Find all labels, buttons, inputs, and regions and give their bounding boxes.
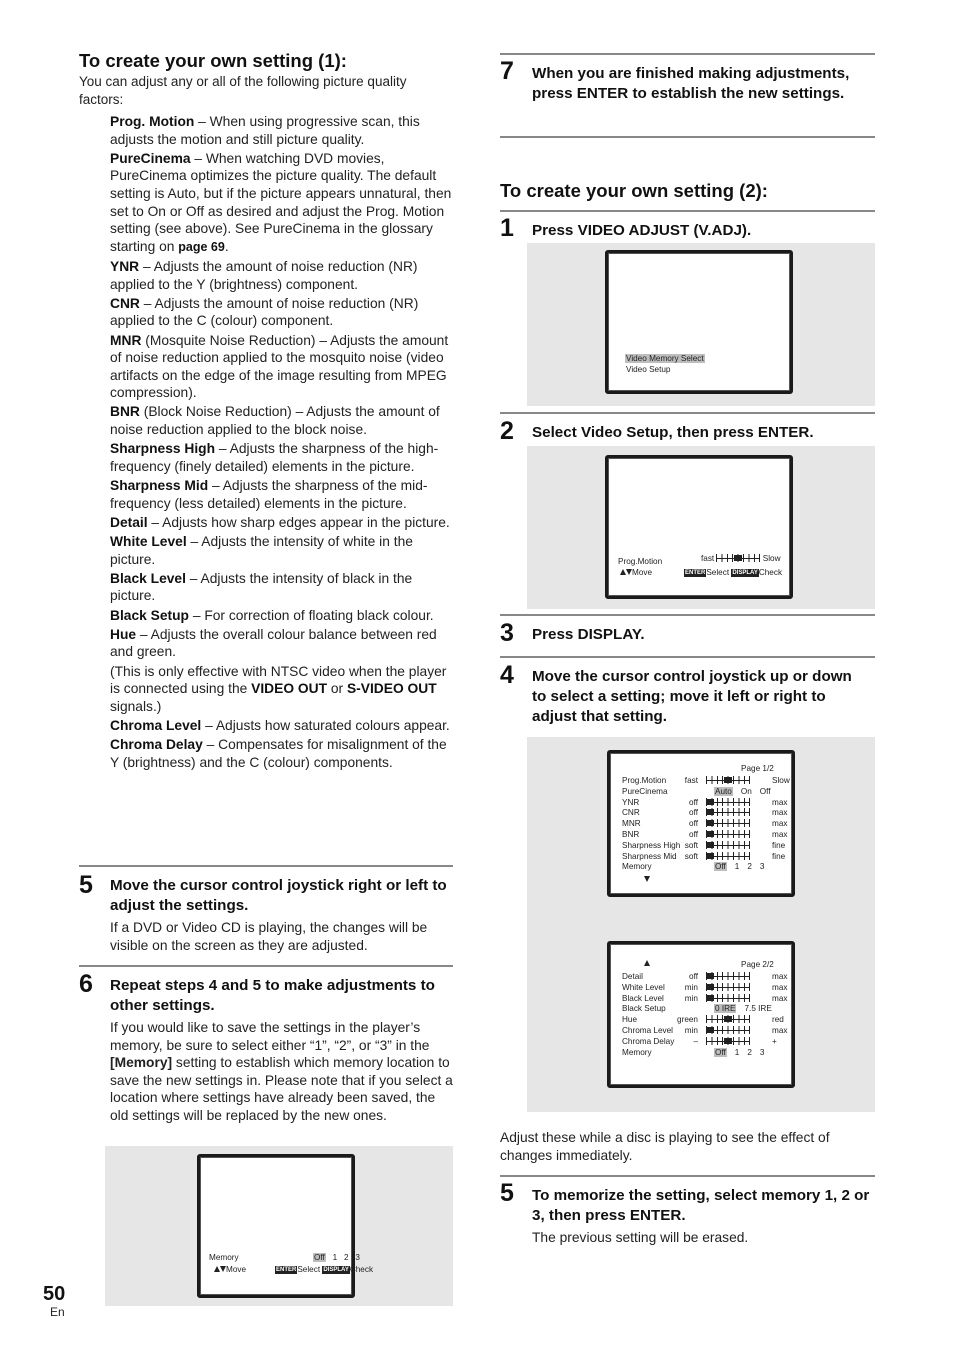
tv-screen-page1 <box>607 750 795 897</box>
osd-scale[interactable] <box>706 852 750 860</box>
divider <box>500 412 875 414</box>
osd-min-label: green <box>677 1015 698 1025</box>
divider <box>500 656 875 658</box>
osd-setting-label: YNR <box>622 797 640 807</box>
osd-setting-label: Chroma Delay <box>622 1036 675 1046</box>
osd-options[interactable] <box>714 861 772 872</box>
osd-help-row <box>214 1264 374 1275</box>
osd-min-label: fast <box>684 776 698 785</box>
osd-options[interactable] <box>714 1003 780 1014</box>
osd-max-label: Slow <box>762 554 781 563</box>
osd-setting-label: Memory <box>622 1047 652 1057</box>
osd-setting-label: MNR <box>622 819 641 829</box>
osd-setting-row[interactable] <box>622 797 788 808</box>
scroll-down-arrow-icon <box>644 874 650 885</box>
display-key-icon: DISPLAY <box>323 1267 349 1273</box>
section-heading-2: To create your own setting (2): <box>500 180 768 201</box>
definition-item <box>110 113 456 148</box>
osd-max-label: max <box>772 982 788 992</box>
tv-screen <box>197 1154 374 1298</box>
enter-key-icon: ENTER <box>276 1267 297 1273</box>
osd-max-label: max <box>772 993 788 1003</box>
osd-setting-row[interactable] <box>622 1003 780 1014</box>
divider <box>79 865 453 867</box>
osd-option-selected: Off <box>314 1253 325 1262</box>
osd-max-label: max <box>772 797 788 807</box>
osd-scale[interactable] <box>706 1037 750 1045</box>
tv-screen <box>605 455 793 599</box>
step-number: 6 <box>79 970 93 998</box>
osd-scale[interactable] <box>706 1015 750 1023</box>
definition-text: – Adjusts the amount of noise reduction (NR) applied to the C (colour) component. <box>110 295 419 329</box>
osd-option[interactable]: 2 <box>747 1047 752 1057</box>
divider <box>79 965 453 967</box>
osd-max-label: max <box>772 972 788 981</box>
osd-min-label: min <box>684 982 698 992</box>
osd-min-label: off <box>689 819 698 829</box>
osd-label: Memory <box>209 1253 239 1262</box>
step-body <box>110 1019 455 1125</box>
osd-setting-label: Sharpness Mid <box>622 851 677 861</box>
divider <box>500 1175 875 1177</box>
osd-page-indicator: Page 2/2 <box>741 960 774 969</box>
osd-setting-label: Sharpness High <box>622 840 681 850</box>
osd-option[interactable]: Off <box>759 786 771 796</box>
definition-term: YNR <box>110 258 140 274</box>
screen-panel <box>527 243 875 406</box>
definition-term: Chroma Level <box>110 717 202 733</box>
step-title: Press VIDEO ADJUST (V.ADJ). <box>532 222 752 239</box>
osd-setting-row[interactable] <box>622 982 788 993</box>
definition-item <box>110 440 456 475</box>
osd-option[interactable]: 1 <box>734 862 740 872</box>
osd-help-label: Select <box>297 1265 321 1274</box>
osd-min-label: off <box>689 797 698 807</box>
step-title: Repeat steps 4 and 5 to make adjustments to other settings. <box>110 977 435 1014</box>
osd-option-selected[interactable]: Off <box>715 862 726 872</box>
osd-scale[interactable] <box>706 994 750 1002</box>
definition-term: Chroma Delay <box>110 737 203 753</box>
definition-text: – When using progressive scan, this adjusts the motion and still picture quality. <box>110 114 420 147</box>
osd-option[interactable]: 3 <box>759 1047 765 1057</box>
osd-setting-row[interactable] <box>622 993 788 1004</box>
definition-text: – Adjusts the intensity of white in the picture. <box>110 534 413 567</box>
step-body-text: If you would like to save the settings in the player’s memory, be sure to select either “1”, “2”, or “3” in the <box>110 1020 430 1053</box>
osd-min-label: soft <box>684 840 698 850</box>
hue-note: (This is only effective with NTSC video when the player is connected using the VIDEO OUT or S-VIDEO OUT signals.) <box>110 663 447 714</box>
step-number: 5 <box>500 1179 514 1207</box>
step-number: 5 <box>79 871 93 899</box>
osd-option[interactable]: 2 <box>747 862 752 872</box>
osd-min-label: off <box>689 808 698 818</box>
step-title: Move the cursor control joystick right or left to adjust the settings. <box>110 877 447 914</box>
tv-screen <box>605 250 793 394</box>
definition-item <box>110 533 456 568</box>
osd-setting-row[interactable] <box>622 1014 784 1025</box>
enter-key-icon: ENTER <box>685 570 706 576</box>
osd-help-label: Check <box>349 1265 374 1274</box>
scroll-up-arrow-icon <box>644 958 650 969</box>
osd-setting-label: Memory <box>622 862 652 872</box>
osd-min-label: off <box>689 972 698 981</box>
definition-term: Sharpness High <box>110 441 216 457</box>
definition-item <box>110 258 456 293</box>
definition-term: CNR <box>110 295 140 311</box>
definition-item <box>110 332 456 402</box>
osd-setting-row[interactable] <box>622 1025 788 1036</box>
osd-scale[interactable] <box>706 798 750 806</box>
step-number: 1 <box>500 214 514 242</box>
definition-item <box>110 514 456 532</box>
definition-text: (Mosquite Noise Reduction) – Adjusts the amount of noise reduction applied to the mosquito noise (video artifacts on the edge of the image resulting from MPEG compression). <box>110 332 449 401</box>
definition-text: – Adjusts how sharp edges appear in the picture. <box>147 514 450 530</box>
definition-text: – Adjusts the sharpness of the mid-frequency (less detailed) elements in the picture. <box>110 478 428 511</box>
display-key-icon: DISPLAY <box>732 570 758 576</box>
osd-setting-label: Hue <box>622 1015 638 1025</box>
osd-memory-row <box>209 1252 360 1263</box>
osd-scale[interactable] <box>706 830 750 838</box>
osd-scale[interactable] <box>706 808 750 816</box>
osd-max-label: max <box>772 1026 788 1035</box>
page-reference-link[interactable]: page 69 <box>178 239 225 254</box>
definition-item: PureCinema – When watching DVD movies, PureCinema optimizes the picture quality. The default setting is Auto, but if the picture appears unnatural, then set to On or Off as desired and adjust the Prog. Motion setting (see above). See PureCinema in the glossary starting on page 69. <box>110 150 452 254</box>
osd-setting-row[interactable] <box>622 851 786 862</box>
osd-setting-label: Prog.Motion <box>622 776 667 785</box>
definition-text: (Block Noise Reduction) – Adjusts the amount of noise reduction applied to the block noise. <box>110 404 440 438</box>
step-number: 3 <box>500 619 514 647</box>
osd-max-label: max <box>772 808 788 818</box>
intro-text: You can adjust any or all of the following picture quality factors: <box>79 74 407 107</box>
screen-panel <box>527 737 875 1112</box>
adjust-note: Adjust these while a disc is playing to see the effect of changes immediately. <box>500 1130 830 1163</box>
step-title: Move the cursor control joystick up or down to select a setting; move it left or right to adjust that setting. <box>532 668 852 725</box>
definition-term: Sharpness Mid <box>110 478 209 494</box>
osd-min-label: fast <box>701 554 715 563</box>
osd-menu-item-selected: Video Memory Select <box>626 354 704 363</box>
osd-help-label: Select <box>706 568 730 577</box>
definition-term: PureCinema <box>110 150 191 166</box>
osd-help-label: Move <box>226 1265 247 1274</box>
definition-text: – Adjusts the overall colour balance between red and green. <box>110 626 437 660</box>
definition-term: BNR <box>110 404 140 420</box>
osd-option: 1 <box>332 1253 338 1262</box>
osd-option[interactable]: 3 <box>759 862 765 872</box>
osd-options[interactable] <box>714 1047 772 1058</box>
definition-text: – Adjusts the intensity of black in the picture. <box>110 570 413 604</box>
screen-panel <box>527 446 875 609</box>
definition-item <box>110 403 456 438</box>
osd-min-label: – <box>693 1036 698 1046</box>
osd-setting-row[interactable] <box>622 971 788 982</box>
osd-options[interactable] <box>714 786 779 797</box>
divider <box>500 136 875 138</box>
osd-max-label: red <box>772 1015 784 1025</box>
step-body: If a DVD or Video CD is playing, the changes will be visible on the screen as they are adjusted. <box>110 920 428 953</box>
language-code: En <box>50 1305 65 1319</box>
osd-option-selected[interactable]: 0 IRE <box>715 1004 736 1014</box>
definition-text: – Compensates for misalignment of the Y (brightness) and the C (colour) components. <box>110 737 447 770</box>
definition-item <box>110 717 456 735</box>
osd-option-selected[interactable]: Auto <box>715 786 732 796</box>
step-title: Select Video Setup, then press ENTER. <box>532 424 814 441</box>
osd-help-row <box>620 567 783 578</box>
step-title: To memorize the setting, select memory 1, 2 or 3, then press ENTER. <box>532 1187 870 1224</box>
step-body-text: setting to establish which memory location to save the new settings in. Please note that if you select a location where settings have already been saved, the old settings will be replaced by the new ones. <box>110 1055 453 1123</box>
divider <box>500 53 875 55</box>
definition-text: – Adjusts how saturated colours appear. <box>201 717 450 733</box>
osd-option: 3 <box>355 1253 360 1262</box>
osd-help-label: Check <box>758 568 783 577</box>
step-number: 7 <box>500 57 514 85</box>
osd-menu-item: Video Setup <box>626 365 671 374</box>
osd-setting-label: Detail <box>622 972 643 981</box>
definition-term: Black Level <box>110 570 186 586</box>
osd-scale[interactable] <box>706 819 750 827</box>
osd-setting-row[interactable] <box>622 775 790 786</box>
osd-scale[interactable] <box>706 1026 750 1034</box>
osd-max-label: max <box>772 830 788 839</box>
definition-term: White Level <box>110 534 187 549</box>
osd-setting-row[interactable] <box>622 829 788 840</box>
definition-term: Black Setup <box>110 607 189 623</box>
osd-max-label: Slow <box>772 776 790 785</box>
osd-setting-label: Black Level <box>622 993 664 1003</box>
osd-setting-label: White Level <box>622 982 665 992</box>
osd-scale[interactable] <box>706 972 750 980</box>
section-heading-1: To create your own setting (1): <box>79 50 347 71</box>
osd-max-label: fine <box>772 851 786 861</box>
osd-setting-row[interactable] <box>622 818 788 829</box>
definition-term: Detail <box>110 514 148 530</box>
step-number: 4 <box>500 661 514 689</box>
osd-min-label: min <box>684 993 698 1003</box>
osd-setting-row[interactable] <box>622 786 780 797</box>
osd-scale[interactable] <box>706 776 750 784</box>
osd-min-label: off <box>689 830 698 839</box>
definition-item <box>110 736 456 771</box>
osd-option: 2 <box>344 1253 349 1262</box>
screen-panel <box>105 1146 453 1306</box>
osd-option[interactable]: 1 <box>734 1047 740 1057</box>
memory-term: [Memory] <box>110 1055 173 1071</box>
osd-help-label: Move <box>632 568 653 577</box>
osd-scale[interactable] <box>706 983 750 991</box>
osd-setting-label: CNR <box>622 808 640 818</box>
osd-max-label: + <box>772 1036 777 1046</box>
osd-setting-label: Chroma Level <box>622 1026 673 1035</box>
osd-option[interactable]: On <box>740 786 752 796</box>
definition-item <box>110 570 456 605</box>
osd-scale <box>716 554 760 562</box>
osd-label: Prog.Motion <box>618 557 663 566</box>
osd-setting-label: Black Setup <box>622 1004 666 1014</box>
osd-min-label: soft <box>684 851 698 861</box>
osd-scale[interactable] <box>706 841 750 849</box>
definition-text: – Adjusts the sharpness of the high-frequency (finely detailed) elements in the picture. <box>110 441 439 474</box>
osd-setting-row[interactable] <box>622 807 788 818</box>
osd-setting-row[interactable] <box>622 840 786 851</box>
page-number: 50 <box>43 1283 66 1305</box>
tv-screen-page2 <box>607 941 795 1088</box>
divider <box>500 210 875 212</box>
definition-item <box>110 295 456 330</box>
definition-text: – When watching DVD movies, PureCinema optimizes the picture quality. The default setting is Auto, but if the picture appears unnatural, then set to On or Off as desired and adjust the Prog. Motion setting (see above). See PureCinema in the glossary starting on <box>110 150 452 254</box>
osd-setting-label: PureCinema <box>622 786 668 796</box>
osd-max-label: fine <box>772 840 786 850</box>
osd-min-label: min <box>684 1026 698 1035</box>
step-title: Press DISPLAY. <box>532 626 645 643</box>
definitions-list <box>110 113 456 773</box>
osd-page-indicator: Page 1/2 <box>741 764 774 773</box>
osd-max-label: max <box>772 819 788 829</box>
divider <box>500 614 875 616</box>
step-number: 2 <box>500 417 514 445</box>
osd-setting-label: BNR <box>622 830 640 839</box>
definition-item <box>110 626 456 661</box>
osd-option[interactable]: 7.5 IRE <box>744 1004 772 1014</box>
definition-text: – For correction of floating black colour. <box>188 607 434 623</box>
osd-setting-row[interactable] <box>622 1047 780 1058</box>
definition-term: Prog. Motion <box>110 114 195 129</box>
osd-setting-row[interactable] <box>622 1036 780 1047</box>
step-title: When you are finished making adjustments, press ENTER to establish the new settings. <box>532 65 850 102</box>
osd-option-selected[interactable]: Off <box>715 1047 726 1057</box>
osd-setting-row[interactable] <box>622 861 780 872</box>
definition-term: MNR <box>110 332 142 348</box>
definition-text: – Adjusts the amount of noise reduction (NR) applied to the Y (brightness) component. <box>110 258 418 292</box>
definition-item <box>110 607 456 625</box>
definition-item <box>110 477 456 512</box>
step-body: The previous setting will be erased. <box>532 1230 749 1245</box>
definition-term: Hue <box>110 626 137 642</box>
